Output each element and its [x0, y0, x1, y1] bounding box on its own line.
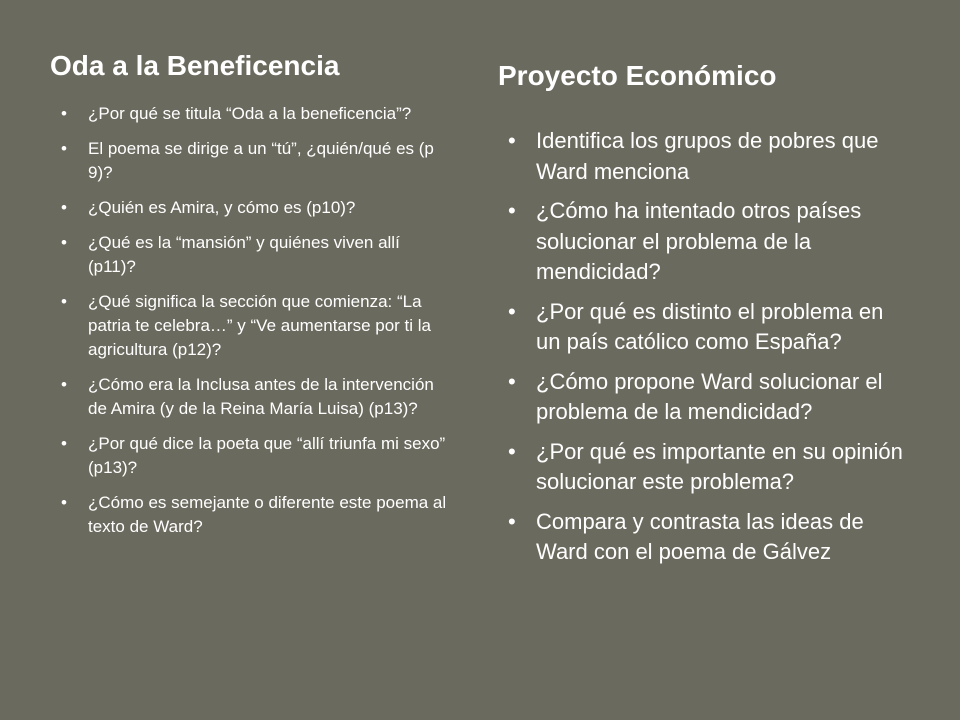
bullet: •: [508, 438, 516, 464]
list-item-text: ¿Por qué es importante en su opinión solucionar este problema?: [536, 438, 903, 494]
right-title: Proyecto Económico: [498, 60, 777, 91]
bullet: •: [508, 508, 516, 534]
list-item: [50, 231, 450, 279]
list-item-text: ¿Cómo propone Ward solucionar el problema de la mendicidad?: [536, 368, 883, 424]
bullet: •: [61, 104, 67, 123]
bullet: •: [61, 198, 67, 217]
bullet: •: [61, 292, 67, 311]
right-question-list: [498, 126, 908, 577]
list-item: [498, 367, 908, 428]
bullet: •: [61, 233, 67, 252]
bullet: •: [61, 434, 67, 453]
list-item: [50, 432, 450, 480]
bullet: •: [508, 128, 516, 153]
bullet: •: [508, 198, 516, 223]
list-item-text: ¿Cómo era la Inclusa antes de la intervención de Amira (y de la Reina María Luisa) (p13)?: [88, 375, 434, 418]
list-item-text: Compara y contrasta las ideas de Ward con el poema de Gálvez: [536, 508, 864, 564]
list-item-text: Identifica los grupos de pobres que Ward menciona: [536, 128, 879, 184]
list-item: [50, 290, 450, 362]
left-title: Oda a la Beneficencia: [50, 50, 340, 81]
list-item: [50, 102, 450, 126]
list-item: [498, 507, 908, 568]
list-item: [50, 491, 450, 539]
list-item-text: ¿Por qué dice la poeta que “allí triunfa mi sexo” (p13)?: [88, 434, 446, 477]
bullet: •: [61, 139, 67, 158]
list-item-text: ¿Por qué se titula “Oda a la beneficencia”?: [88, 104, 412, 123]
list-item-text: ¿Cómo es semejante o diferente este poema al texto de Ward?: [88, 493, 447, 536]
bullet: •: [61, 493, 67, 512]
list-item-text: ¿Quién es Amira, y cómo es (p10)?: [88, 198, 356, 217]
list-item: [498, 297, 908, 358]
list-item-text: ¿Qué significa la sección que comienza: “La patria te celebra…” y “Ve aumentarse por ti la agricultura (p12)?: [88, 292, 431, 359]
bullet: •: [508, 368, 516, 394]
list-item: [50, 137, 450, 185]
list-item: [50, 373, 450, 421]
bullet: •: [61, 375, 67, 394]
bullet: •: [508, 298, 516, 324]
list-item: [498, 437, 908, 498]
list-item: [498, 196, 908, 288]
left-question-list: [50, 102, 450, 550]
list-item-text: ¿Qué es la “mansión” y quiénes viven allí (p11)?: [88, 233, 400, 276]
list-item-text: ¿Por qué es distinto el problema en un país católico como España?: [536, 298, 884, 354]
list-item-text: ¿Cómo ha intentado otros países solucionar el problema de la mendicidad?: [536, 198, 862, 284]
list-item: [498, 126, 908, 187]
list-item: [50, 196, 450, 220]
list-item-text: El poema se dirige a un “tú”, ¿quién/qué es (p 9)?: [88, 139, 434, 182]
